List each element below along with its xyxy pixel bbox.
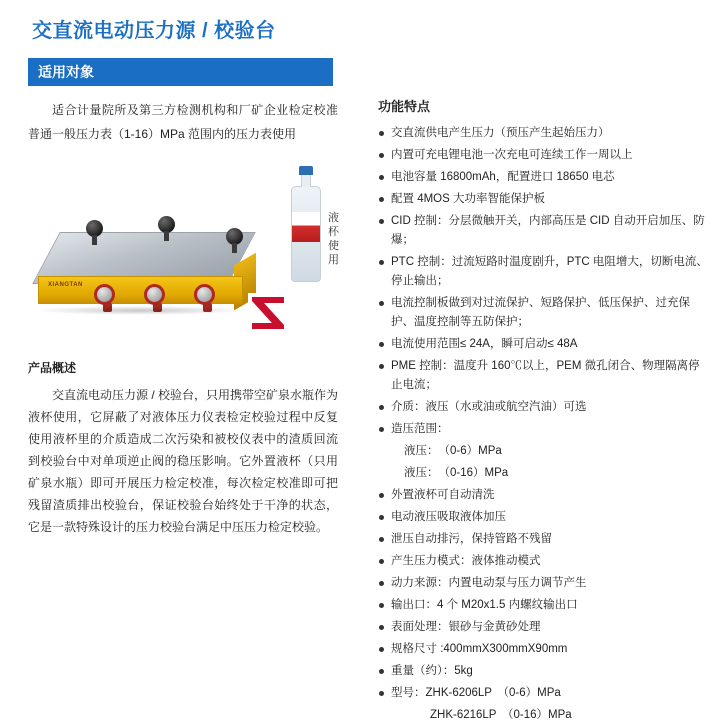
list-item: 配置 4MOS 大功率智能保护板	[378, 190, 708, 209]
control-knob-icon	[86, 220, 103, 237]
pressure-gauge-icon	[194, 284, 215, 305]
list-item: 产生压力模式：液体推动模式	[378, 552, 708, 571]
list-item: CID 控制：分层微触开关，内部高压是 CID 自动开启加压、防爆；	[378, 212, 708, 250]
water-bottle-illustration	[286, 166, 326, 284]
bottle-label	[291, 212, 321, 242]
list-item: 型号：ZHK-6206LP （0-6）MPa	[378, 684, 708, 703]
list-item: 重量（约）：5kg	[378, 662, 708, 681]
page-title: 交直流电动压力源 / 校验台	[32, 20, 276, 42]
list-item: 电流控制板做到对过流保护、短路保护、低压保护、过充保护、温度控制等五防保护；	[378, 294, 708, 332]
list-item: 表面处理：银砂与金黄砂处理	[378, 618, 708, 637]
overview-paragraph: 交直流电动压力源 / 校验台，只用携带空矿泉水瓶作为液杯使用，它屏蔽了对液体压力仪表检定校验过程中反复使用液杯里的介质造成二次污染和被校仪表中的渣质回流到校验台中对单项逆止阀的稳压影响。它外置液杯（只用矿泉水瓶）即可开展压力检定校准，每次检定校准即可把残留渣质排出校验台，保证校验台始终处于干净的状态，它是一款特殊设计的压力校验台满足中压压力检定校验。	[28, 388, 339, 534]
section-heading-target-audience: 适用对象	[28, 58, 333, 86]
list-item: 电动液压吸取液体加压	[378, 508, 708, 527]
overview-heading: 产品概述	[28, 361, 77, 375]
list-item: 电池容量 16800mAh，配置进口 18650 电芯	[378, 168, 708, 187]
device-brand-label: XIANGTAN	[48, 282, 83, 288]
bottle-neck	[301, 175, 311, 187]
bottle-cap	[299, 166, 313, 175]
features-list	[378, 124, 708, 725]
model-second-line: ZHK-6216LP （0-16）MPa	[430, 709, 572, 721]
pressure-bench-illustration	[38, 214, 256, 319]
bottle-caption: 液杯使用	[328, 212, 339, 266]
product-figure	[28, 156, 338, 351]
list-item: 电流使用范围≤ 24A，瞬可启动≤ 48A	[378, 335, 708, 354]
brand-logo-icon	[246, 291, 290, 335]
left-column	[28, 58, 338, 538]
control-knob-icon	[226, 228, 243, 245]
list-item: 泄压自动排污，保持管路不残留	[378, 530, 708, 549]
list-item: 造压范围：	[378, 420, 708, 439]
list-item: 交直流供电产生压力（预压产生起始压力）	[378, 124, 708, 143]
pressure-gauge-icon	[144, 284, 165, 305]
list-item: 介质：液压（水或油或航空汽油）可选	[378, 398, 708, 417]
pressure-range-item: 液压： （0-6）MPa	[404, 445, 502, 457]
list-item: 输出口：4 个 M20x1.5 内螺纹输出口	[378, 596, 708, 615]
list-item: 规格尺寸 :400mmX300mmX90mm	[378, 640, 708, 659]
pressure-gauge-icon	[94, 284, 115, 305]
list-item: 内置可充电锂电池一次充电可连续工作一周以上	[378, 146, 708, 165]
control-knob-icon	[158, 216, 175, 233]
list-item: 动力来源：内置电动泵与压力调节产生	[378, 574, 708, 593]
device-shadow	[34, 306, 246, 315]
intro-paragraph: 适合计量院所及第三方检测机构和厂矿企业检定校准普通一般压力表（1-16）MPa 范围内的压力表使用	[28, 103, 338, 141]
list-item: PTC 控制：过流短路时温度剧升，PTC 电阻增大，切断电流、停止输出；	[378, 253, 708, 291]
right-column	[378, 96, 708, 728]
list-item: PME 控制：温度升 160℃以上，PEM 微孔闭合、物理隔离停止电流；	[378, 357, 708, 395]
features-heading: 功能特点	[378, 99, 431, 114]
pressure-range-item: 液压： （0-16）MPa	[404, 467, 509, 479]
list-item: 外置液杯可自动清洗	[378, 486, 708, 505]
